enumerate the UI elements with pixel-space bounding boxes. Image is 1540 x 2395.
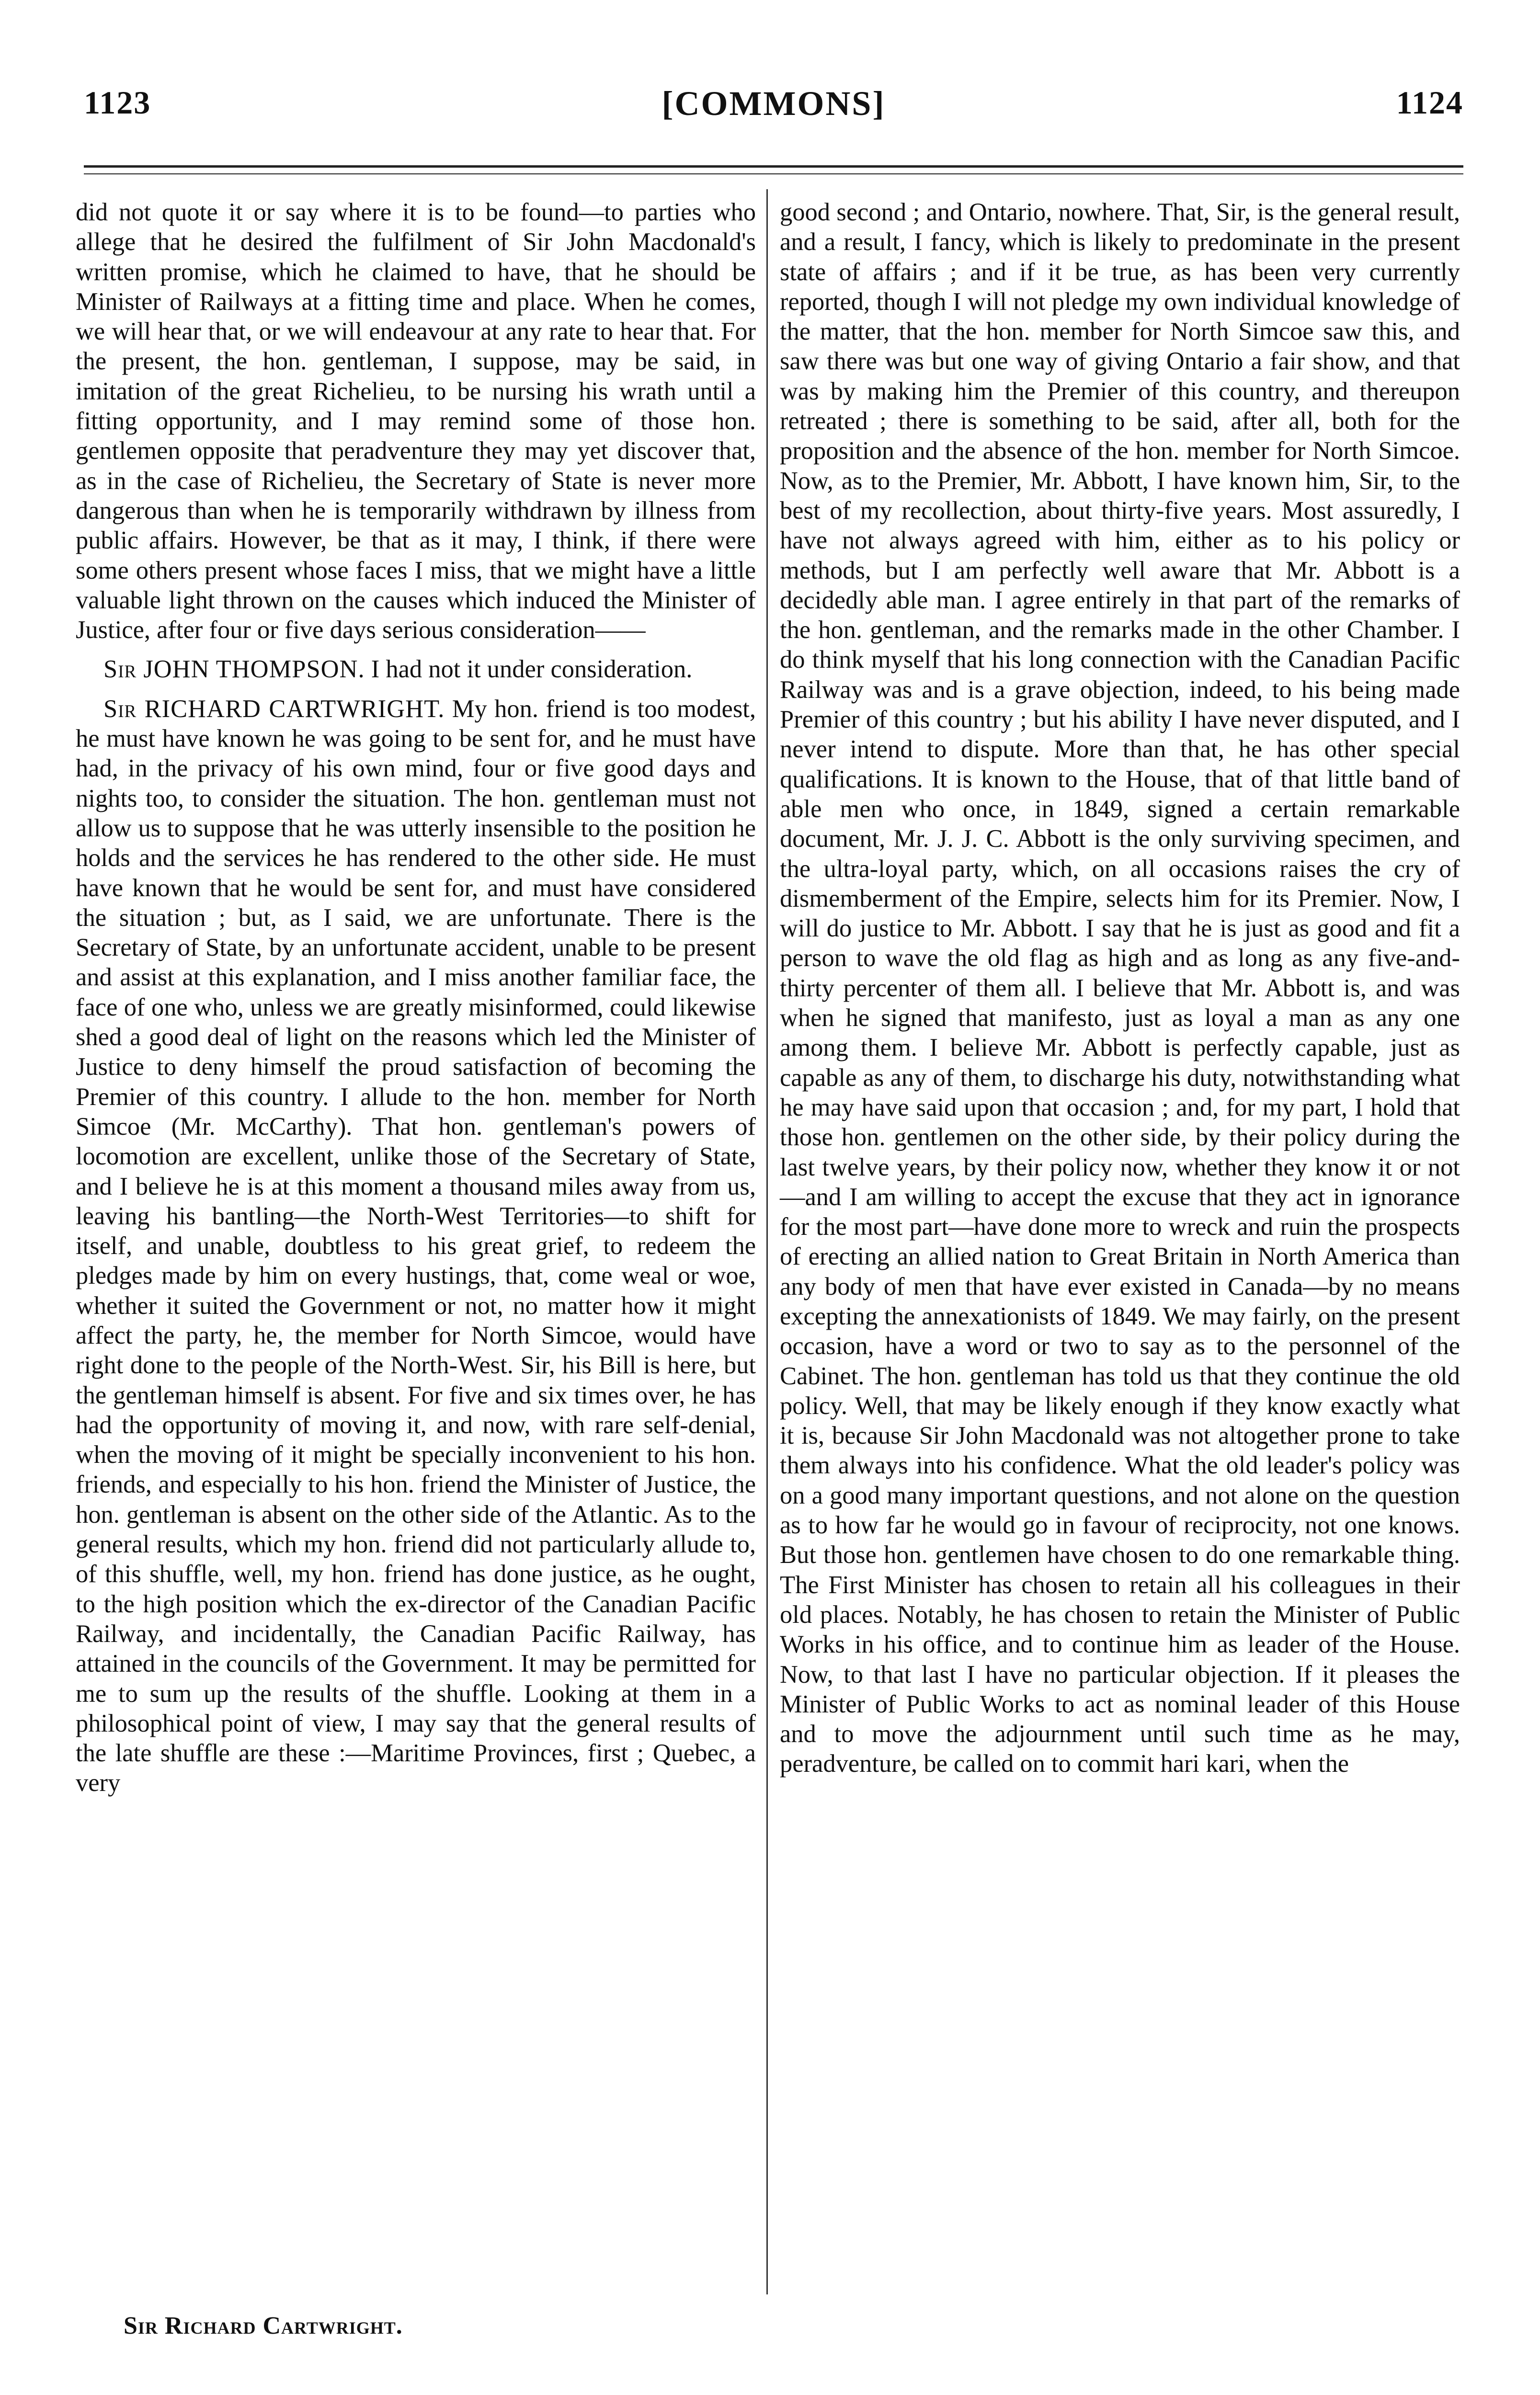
right-column bbox=[780, 197, 1460, 1779]
speech-text: I had not it under consideration. bbox=[365, 655, 693, 684]
page-number-left: 1123 bbox=[84, 84, 151, 121]
speaker-name: Sir JOHN THOMPSON. bbox=[103, 655, 365, 684]
running-footer: Sir Richard Cartwright. bbox=[124, 2312, 403, 2339]
paragraph bbox=[76, 654, 756, 684]
paragraph bbox=[76, 694, 756, 1798]
left-column bbox=[76, 197, 756, 1798]
speech-text: My hon. friend is too modest, he must have known he was going to be sent for, and he must have had, in the privacy of his own mind, four or five good days and nights too, to consider the situation. The hon. gentleman must not allow us to suppose that he was utterly insensible to the position he holds and the services he has rendered to the other side. He must have known that he would be sent for, and must have considered the situation ; but, as I said, we are unfortunate. There is the Secretary of State, by an unfortunate accident, unable to be present and assist at this explanation, and I miss another familiar face, the face of one who, unless we are greatly misinformed, could likewise shed a good deal of light on the reasons which led the Minister of Justice to deny himself the proud satisfaction of becoming the Premier of this country. I allude to the hon. member for North Simcoe (Mr. McCarthy). That hon. gentleman's powers of locomotion are excellent, unlike those of the Secretary of State, and I believe he is at this moment a thousand miles away from us, leaving his bantling—the North-West Territories—to shift for itself, and unable, doubtless to his great grief, to redeem the pledges made by him on every hustings, that, come weal or woe, whether it suited the Government or not, no matter how it might affect the party, he, the member for North Simcoe, would have right done to the people of the North-West. Sir, his Bill is here, but the gentleman himself is absent. For five and six times over, he has had the opportunity of moving it, and now, with rare self-denial, when the moving of it might be specially inconvenient to his hon. friends, and especially to his hon. friend the Minister of Justice, the hon. gentleman is absent on the other side of the Atlantic. As to the general results, which my hon. friend did not particularly allude to, of this shuffle, well, my hon. friend has done justice, as he ought, to the high position which the ex-director of the Canadian Pacific Railway, and incidentally, the Canadian Pacific Railway, has attained in the councils of the Government. It may be permitted for me to sum up the results of the shuffle. Looking at them in a philosophical point of view, I may say that the general results of the late shuffle are these :—Maritime Provinces, first ; Quebec, a very bbox=[76, 695, 756, 1797]
page-header bbox=[84, 84, 1463, 137]
paragraph: did not quote it or say where it is to be found—to parties who allege that he desired the fulfilment of Sir John Macdonald's written promise, which he claimed to have, that he should be Minister of Railways at a fitting time and place. When he comes, we will hear that, or we will endeavour at any rate to hear that. For the present, the hon. gentleman, I suppose, may be said, in imitation of the great Richelieu, to be nursing his wrath until a fitting opportunity, and I may remind some of those hon. gentlemen opposite that peradventure they may yet discover that, as in the case of Richelieu, the Secretary of State is never more dangerous than when he is temporarily withdrawn by illness from public affairs. However, be that as it may, I think, if there were some others present whose faces I miss, that we might have a little valuable light thrown on the causes which induced the Minister of Justice, after four or five days serious consideration—— bbox=[76, 198, 756, 644]
journal-title: [COMMONS] bbox=[662, 84, 886, 123]
header-rule bbox=[84, 165, 1463, 168]
header-rule-thin bbox=[84, 173, 1463, 174]
column-divider bbox=[766, 189, 768, 2294]
page-number-right: 1124 bbox=[1396, 84, 1463, 121]
paragraph: good second ; and Ontario, nowhere. That, Sir, is the general result, and a result, I fancy, which is likely to predominate in the present state of affairs ; and if it be true, as has been very currently reported, though I will not pledge my own individual knowledge of the matter, that the hon. member for North Simcoe saw this, and saw there was but one way of giving Ontario a fair show, and that was by making him the Premier of this country, and thereupon retreated ; there is something to be said, after all, both for the proposition and the absence of the hon. member for North Simcoe. Now, as to the Premier, Mr. Abbott, I have known him, Sir, to the best of my recollection, about thirty-five years. Most assuredly, I have not always agreed with him, either as to his policy or methods, but I am perfectly well aware that Mr. Abbott is a decidedly able man. I agree entirely in that part of the remarks of the hon. gentleman, and the remarks made in the other Chamber. I do think myself that his long connection with the Canadian Pacific Railway was and is a grave objection, indeed, to his being made Premier of this country ; but his ability I have never disputed, and I never intend to dispute. More than that, he has other special qualifications. It is known to the House, that of that little band of able men who once, in 1849, signed a certain remarkable document, Mr. J. J. C. Abbott is the only surviving specimen, and the ultra-loyal party, which, on all occasions raises the cry of dismemberment of the Empire, selects him for its Premier. Now, I will do justice to Mr. Abbott. I say that he is just as good and fit a person to wave the old flag as high and as long as any five-and-thirty percenter of them all. I believe that Mr. Abbott is, and was when he signed that manifesto, just as loyal a man as any one among them. I believe Mr. Abbott is perfectly capable, just as capable as any of them, to discharge his duty, notwithstanding what he may have said upon that occasion ; and, for my part, I hold that those hon. gentlemen on the other side, by their policy during the last twelve years, by their policy now, whether they know it or not—and I am willing to accept the excuse that they act in ignorance for the most part—have done more to wreck and ruin the prospects of erecting an allied nation to Great Britain in North America than any body of men that have ever existed in Canada—by no means excepting the annexationists of 1849. We may fairly, on the present occasion, have a word or two to say as to the personnel of the Cabinet. The hon. gentleman has told us that they continue the old policy. Well, that may be likely enough if they know exactly what it is, because Sir John Macdonald was not altogether prone to take them always into his confidence. What the old leader's policy was on a good many important questions, and not alone on the question as to how far he would go in favour of reciprocity, not one knows. But those hon. gentlemen have chosen to do one remarkable thing. The First Minister has chosen to retain all his colleagues in their old places. Notably, he has chosen to retain the Minister of Public Works in his office, and to continue him as leader of the House. Now, to that last I have no particular objection. If it pleases the Minister of Public Works to act as nominal leader of this House and to move the adjournment until such time as he may, peradventure, be called on to commit hari kari, when the bbox=[780, 198, 1460, 1778]
speaker-name: Sir RICHARD CARTWRIGHT. bbox=[103, 695, 445, 723]
